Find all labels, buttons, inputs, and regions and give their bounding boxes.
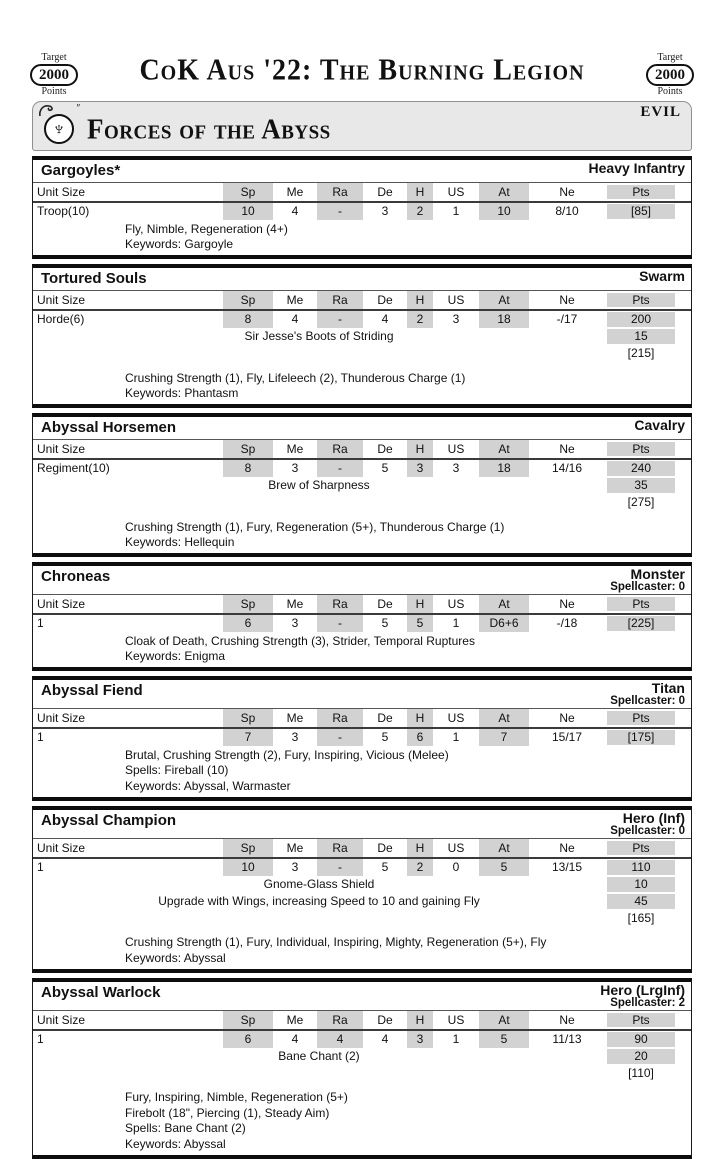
col-header-h: H [407,709,433,727]
cell-pts-header [605,709,691,727]
stat-cell-at: 10 [479,203,529,220]
cell-pts-total [605,910,691,927]
stat-cell-at: 7 [479,729,529,746]
cell-pts-upgrade [605,893,691,910]
col-header-at: At [479,839,529,857]
col-header-h: H [407,440,433,458]
unit-name: Chroneas [41,568,111,585]
pts-box-base: 110 [607,860,675,875]
pts-box-upgrade: 20 [607,1049,675,1064]
stat-row [33,460,691,477]
col-header-size: Unit Size [37,711,86,725]
upgrade-row [33,893,691,910]
keywords-line: Keywords: Hellequin [125,535,235,549]
cell-size: 1 [37,616,44,630]
stat-cell-h: 2 [407,311,433,328]
unit-list [32,156,692,1159]
cell-pts-base [605,615,691,632]
col-header-ne: Ne [559,442,575,456]
col-header-ne: Ne [559,711,575,725]
stat-row [33,1031,691,1048]
col-header-ne: Ne [559,293,575,307]
unit-spellcaster: Spellcaster: 0 [610,695,685,707]
unit-block [32,978,692,1159]
target-points-badge-right [642,53,698,97]
stat-cell-sp: 10 [223,859,273,876]
special-rules-line: Cloak of Death, Crushing Strength (3), Strider, Temporal Ruptures [125,633,475,648]
stat-cell-me: 3 [291,616,299,630]
upgrade-row [33,876,691,893]
col-header-sp: Sp [223,1011,273,1029]
stat-cell-h: 2 [407,203,433,220]
column-header-row [33,1011,691,1031]
unit-name: Abyssal Horsemen [41,419,177,436]
stat-cell-us: 1 [452,730,460,744]
total-row [33,1065,691,1082]
cell-pts-base [605,311,691,328]
faction-name: Forces of the Abyss [87,112,331,145]
stat-cell-me: 3 [291,859,299,874]
stat-cell-ra: - [317,203,363,220]
unit-name: Abyssal Champion [41,811,177,829]
keywords-line: Keywords: Gargoyle [125,237,234,251]
upgrade-row [33,328,691,345]
col-header-at: At [479,709,529,727]
unit-type-wrap [639,269,685,283]
unit-type: Heavy Infantry [588,160,685,176]
col-header-me: Me [286,840,304,855]
unit-title-row [33,566,691,595]
stat-cell-us: 3 [452,312,460,326]
col-header-sp: Sp [223,440,273,458]
cell-pts-upgrade [605,477,691,494]
col-header-ne: Ne [559,597,575,611]
badge-points-label: Points [41,86,67,97]
stat-cell-us: 3 [452,461,460,475]
trident-glyph: ♆ [44,114,74,144]
pts-box-base: [225] [607,616,675,631]
pts-box-header: Pts [607,597,675,611]
unit-body [33,311,691,404]
special-rules-line: Fury, Inspiring, Nimble, Regeneration (5+) [125,1090,348,1104]
page-header [0,0,724,101]
stat-cell-ne: 15/17 [551,730,583,744]
column-header-row [33,595,691,615]
stat-row [33,203,691,220]
stat-cell-sp: 6 [223,1031,273,1048]
stat-cell-sp: 10 [223,203,273,220]
spacer [33,511,691,518]
stat-cell-h: 3 [407,1031,433,1048]
col-header-sp: Sp [223,291,273,309]
special-rules-line: Crushing Strength (1), Fury, Individual, Inspiring, Mighty, Regeneration (5+), Fly [125,935,547,949]
unit-name: Gargoyles* [41,162,121,179]
pts-box-base: 240 [607,461,675,476]
stat-cell-me: 3 [291,730,299,744]
total-spacer [33,494,605,511]
pts-box-base: 200 [607,312,675,327]
special-rules-line: Spells: Fireball (10) [125,763,229,777]
col-header-ne: Ne [559,1012,575,1027]
keywords-line: Keywords: Enigma [125,649,226,663]
pts-box-header: Pts [607,442,675,456]
unit-body [33,859,691,969]
stat-cell-me: 3 [291,461,299,475]
col-header-at: At [479,291,529,309]
column-header-row [33,839,691,859]
unit-spellcaster: Spellcaster: 0 [610,824,685,837]
column-header-row [33,440,691,460]
unit-type-wrap [610,811,685,837]
stat-cell-h: 2 [407,859,433,876]
spacer [33,927,691,934]
col-header-ra: Ra [317,595,363,613]
stat-cell-ne: 8/10 [555,204,579,218]
cell-pts-header [605,595,691,613]
col-header-size: Unit Size [37,185,86,199]
pts-box-total: [165] [627,910,655,925]
upgrade-row [33,477,691,494]
col-header-de: De [377,711,393,725]
col-header-h: H [407,183,433,201]
unit-type-wrap [610,681,685,707]
pts-box-header: Pts [607,1013,675,1027]
special-rules [33,934,691,969]
special-rules [33,1089,691,1155]
cell-size: 1 [37,730,44,744]
stat-cell-at: 5 [479,859,529,876]
unit-name: Abyssal Fiend [41,682,143,699]
stat-row [33,615,691,632]
col-header-ra: Ra [317,1011,363,1029]
cell-size: Regiment(10) [37,461,110,475]
total-spacer [33,1065,605,1082]
cell-size: Horde(6) [37,312,85,326]
keywords-line: Keywords: Abyssal [125,1136,226,1151]
col-header-me: Me [286,442,304,456]
col-header-ra: Ra [317,839,363,857]
col-header-h: H [407,1011,433,1029]
stat-cell-ne: -/18 [556,616,578,630]
stat-cell-ne: 11/13 [552,1031,582,1046]
col-header-at: At [479,183,529,201]
col-header-de: De [377,840,393,855]
col-header-at: At [479,440,529,458]
unit-type: Monster [630,566,685,582]
col-header-at: At [479,1011,529,1029]
stat-cell-ra: - [317,859,363,876]
total-row [33,910,691,927]
trident-icon [41,103,79,146]
special-rules-line: Brutal, Crushing Strength (2), Fury, Inspiring, Vicious (Melee) [125,747,449,762]
unit-body [33,729,691,797]
special-rules [33,518,691,553]
special-rules [33,369,691,404]
stat-cell-ra: - [317,729,363,746]
col-header-sp: Sp [223,839,273,857]
stat-cell-de: 5 [381,859,389,874]
special-rules [33,632,691,667]
col-header-us: US [447,711,465,725]
total-spacer [33,345,605,362]
stat-cell-me: 4 [291,312,299,326]
col-header-us: US [447,1012,465,1027]
unit-type-wrap [610,567,685,593]
unit-spellcaster: Spellcaster: 0 [610,581,685,593]
unit-body [33,1031,691,1155]
special-rules-line: Spells: Bane Chant (2) [125,1121,246,1135]
stat-cell-de: 4 [381,312,389,326]
col-header-h: H [407,839,433,857]
keywords-line: Keywords: Phantasm [125,386,239,400]
col-header-size: Unit Size [37,442,86,456]
stat-cell-at: D6+6 [479,615,529,632]
unit-block [32,562,692,671]
unit-name: Abyssal Warlock [41,983,161,1001]
pts-box-upgrade: 45 [607,894,675,909]
keywords-line: Keywords: Abyssal [125,950,226,965]
pts-box-total: [110] [628,1065,654,1080]
stat-cell-h: 6 [407,729,433,746]
upgrade-name: Gnome-Glass Shield [263,876,375,891]
alignment-label: EVIL [640,104,681,120]
col-header-me: Me [286,711,304,725]
stat-cell-me: 4 [291,1031,299,1046]
column-header-row [33,291,691,311]
stat-row [33,729,691,746]
col-header-us: US [447,840,465,855]
pts-box-upgrade: 15 [607,329,675,344]
stat-cell-h: 5 [407,615,433,632]
stat-cell-me: 4 [291,204,299,218]
pts-box-upgrade: 35 [607,478,675,493]
col-header-ra: Ra [317,183,363,201]
col-header-size: Unit Size [37,840,86,855]
spacer [33,362,691,369]
col-header-ra: Ra [317,709,363,727]
col-header-ne: Ne [559,185,575,199]
col-header-de: De [377,597,393,611]
stat-row [33,311,691,328]
unit-type: Swarm [639,268,685,284]
col-header-size: Unit Size [37,597,86,611]
cell-pts-base [605,1031,691,1048]
cell-size: 1 [37,859,44,874]
stat-cell-h: 3 [407,460,433,477]
col-header-sp: Sp [223,183,273,201]
unit-type-wrap [600,983,685,1009]
badge-points-value: 2000 [30,64,78,86]
stat-cell-de: 3 [381,204,389,218]
pts-box-base: [175] [607,730,675,745]
cell-pts-base [605,729,691,746]
upgrade-name: Brew of Sharpness [268,478,370,492]
keywords-line: Keywords: Abyssal, Warmaster [125,778,291,793]
unit-body [33,203,691,255]
unit-type: Cavalry [634,417,685,433]
col-header-de: De [377,293,393,307]
col-header-me: Me [286,185,304,199]
special-rules-line: Crushing Strength (1), Fly, Lifeleech (2), Thunderous Charge (1) [125,370,466,385]
unit-title-row [33,982,691,1011]
faction-header-bar [32,101,692,151]
badge-target-label: Target [657,52,683,63]
special-rules-line: Firebolt (18", Piercing (1), Steady Aim) [125,1105,330,1120]
stat-cell-ra: 4 [317,1031,363,1048]
unit-type: Hero (LrgInf) [600,981,685,998]
cell-pts-total [605,1065,691,1082]
unit-type-wrap [589,161,685,175]
col-header-de: De [377,442,393,456]
stat-cell-de: 4 [381,1031,389,1046]
stat-cell-ne: 13/15 [551,859,583,874]
upgrade-name: Bane Chant (2) [278,1048,360,1063]
target-points-badge-left [26,53,82,97]
col-header-ne: Ne [559,840,575,855]
badge-points-value: 2000 [646,64,694,86]
unit-title-row [33,268,691,291]
stat-cell-us: 0 [452,859,460,874]
flourish-ticks: ″ [76,103,79,114]
stat-cell-at: 18 [479,311,529,328]
cell-pts-base [605,460,691,477]
unit-type: Hero (Inf) [622,809,685,826]
stat-cell-de: 5 [381,461,389,475]
cell-pts-header [605,183,691,201]
stat-cell-sp: 8 [223,460,273,477]
pts-box-base: 90 [607,1032,675,1047]
cell-pts-header [605,1011,691,1029]
stat-cell-ra: - [317,615,363,632]
col-header-de: De [377,1012,393,1027]
special-rules-line: Fly, Nimble, Regeneration (4+) [125,221,288,236]
unit-title-row [33,160,691,183]
stat-cell-us: 1 [452,616,460,630]
badge-target-label: Target [41,52,67,63]
cell-pts-header [605,839,691,857]
special-rules-line: Crushing Strength (1), Fury, Regeneration (5+), Thunderous Charge (1) [125,519,505,534]
stat-cell-de: 5 [381,616,389,630]
stat-cell-at: 5 [479,1031,529,1048]
pts-box-total: [215] [627,346,655,360]
col-header-de: De [377,185,393,199]
cell-pts-total [605,494,691,511]
unit-block [32,676,692,801]
col-header-size: Unit Size [37,293,86,307]
pts-box-header: Pts [607,711,675,725]
cell-pts-total [605,345,691,362]
cell-pts-base [605,203,691,220]
special-rules [33,220,691,255]
unit-block [32,806,692,973]
unit-title-row [33,680,691,709]
unit-block [32,264,692,408]
pts-box-header: Pts [607,185,675,199]
stat-cell-de: 5 [381,730,389,744]
col-header-size: Unit Size [37,1012,86,1027]
upgrade-name: Upgrade with Wings, increasing Speed to 10 and gaining Fly [158,893,480,908]
col-header-me: Me [286,293,304,307]
unit-block [32,413,692,557]
col-header-h: H [407,291,433,309]
cell-pts-upgrade [605,1048,691,1065]
col-header-ra: Ra [317,440,363,458]
page-title: CoK Aus '22: The Burning Legion [139,53,585,88]
unit-name: Tortured Souls [41,270,147,287]
col-header-sp: Sp [223,709,273,727]
stat-cell-at: 18 [479,460,529,477]
pts-box-header: Pts [607,841,675,855]
stat-cell-sp: 7 [223,729,273,746]
col-header-h: H [407,595,433,613]
stat-cell-ne: 14/16 [551,461,583,475]
total-spacer [33,910,605,927]
cell-size: Troop(10) [37,204,90,218]
upgrade-name: Sir Jesse's Boots of Striding [244,329,394,343]
stat-cell-ne: -/17 [556,312,578,326]
column-header-row [33,183,691,203]
stat-cell-sp: 8 [223,311,273,328]
col-header-us: US [447,597,465,611]
cell-pts-upgrade [605,328,691,345]
unit-body [33,615,691,667]
pts-box-header: Pts [607,293,675,307]
unit-title-row [33,417,691,440]
cell-pts-upgrade [605,876,691,893]
upgrade-row [33,1048,691,1065]
special-rules [33,746,691,797]
stat-cell-us: 1 [452,1031,460,1046]
stat-cell-ra: - [317,460,363,477]
stat-cell-ra: - [317,311,363,328]
cell-pts-header [605,440,691,458]
stat-cell-sp: 6 [223,615,273,632]
col-header-at: At [479,595,529,613]
cell-pts-base [605,859,691,876]
col-header-me: Me [286,1012,304,1027]
total-row [33,494,691,511]
pts-box-upgrade: 10 [607,877,675,892]
col-header-sp: Sp [223,595,273,613]
unit-spellcaster: Spellcaster: 2 [610,996,685,1009]
col-header-us: US [447,293,465,307]
stat-cell-us: 1 [452,204,460,218]
col-header-us: US [447,185,465,199]
col-header-ra: Ra [317,291,363,309]
pts-box-total: [275] [627,495,655,509]
spacer [33,1082,691,1089]
unit-block [32,156,692,259]
total-row [33,345,691,362]
pts-box-base: [85] [607,204,675,219]
unit-type: Titan [651,680,685,696]
stat-row [33,859,691,876]
col-header-us: US [447,442,465,456]
column-header-row [33,709,691,729]
unit-title-row [33,810,691,839]
unit-type-wrap [634,418,685,432]
cell-pts-header [605,291,691,309]
col-header-me: Me [286,597,304,611]
badge-points-label: Points [657,86,683,97]
cell-size: 1 [37,1031,44,1046]
unit-body [33,460,691,553]
